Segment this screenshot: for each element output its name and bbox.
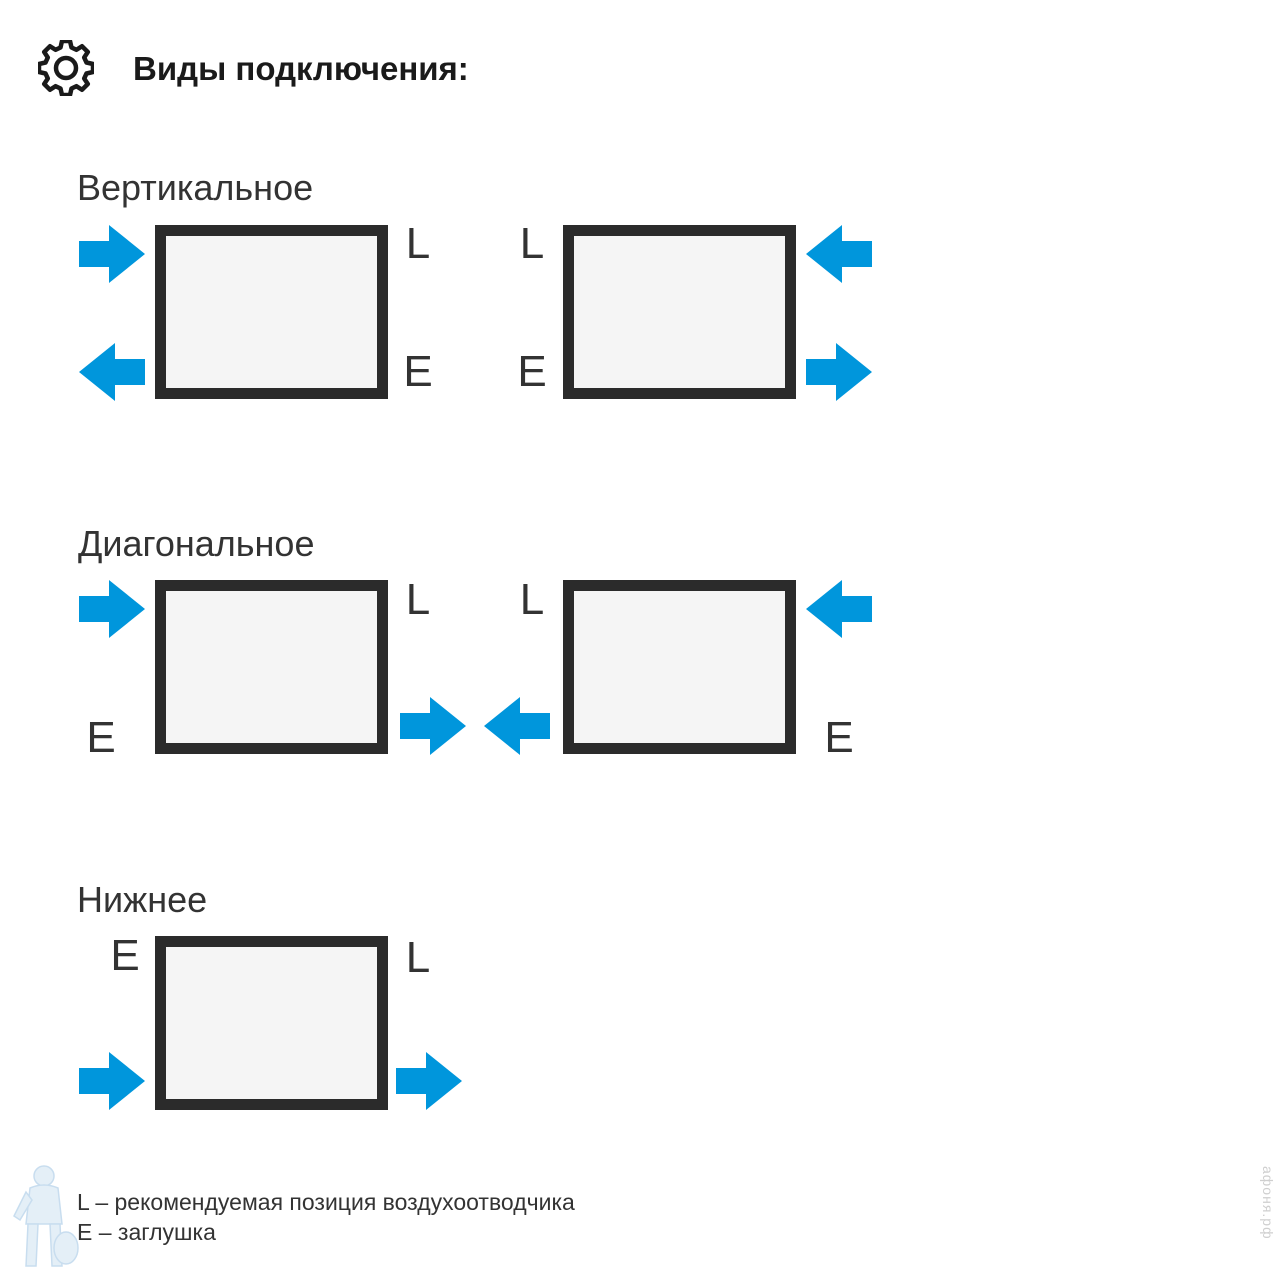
arrow-left-icon	[79, 343, 145, 401]
radiator-bottom	[155, 936, 388, 1110]
arrow-right-icon	[396, 1052, 462, 1110]
arrow-left-icon	[484, 697, 550, 755]
gear-icon	[38, 40, 94, 96]
section-title-vertical: Вертикальное	[77, 167, 314, 208]
label-e: E	[403, 347, 433, 396]
label-l: L	[405, 219, 431, 268]
arrow-right-icon	[806, 343, 872, 401]
legend-e: E – заглушка	[77, 1219, 216, 1245]
arrow-left-icon	[806, 225, 872, 283]
label-l: L	[405, 933, 431, 982]
legend-l: L – рекомендуемая позиция воздухоотводчика	[77, 1189, 575, 1215]
radiator-vertical-right	[563, 225, 796, 399]
plumber-mascot-icon	[8, 1162, 80, 1272]
label-e: E	[86, 713, 116, 762]
section-title-bottom: Нижнее	[77, 879, 208, 920]
label-e: E	[110, 931, 140, 980]
label-l: L	[405, 575, 431, 624]
label-e: E	[824, 713, 854, 762]
page-title: Виды подключения:	[133, 50, 469, 87]
label-e: E	[517, 347, 547, 396]
label-l: L	[519, 219, 545, 268]
watermark: афоня.рф	[1260, 1166, 1276, 1240]
label-l: L	[519, 575, 545, 624]
arrow-right-icon	[79, 580, 145, 638]
section-title-diagonal: Диагональное	[78, 523, 315, 564]
arrow-right-icon	[400, 697, 466, 755]
arrow-left-icon	[806, 580, 872, 638]
radiator-vertical-left	[155, 225, 388, 399]
arrow-right-icon	[79, 225, 145, 283]
arrow-right-icon	[79, 1052, 145, 1110]
radiator-diagonal-left	[155, 580, 388, 754]
radiator-diagonal-right	[563, 580, 796, 754]
